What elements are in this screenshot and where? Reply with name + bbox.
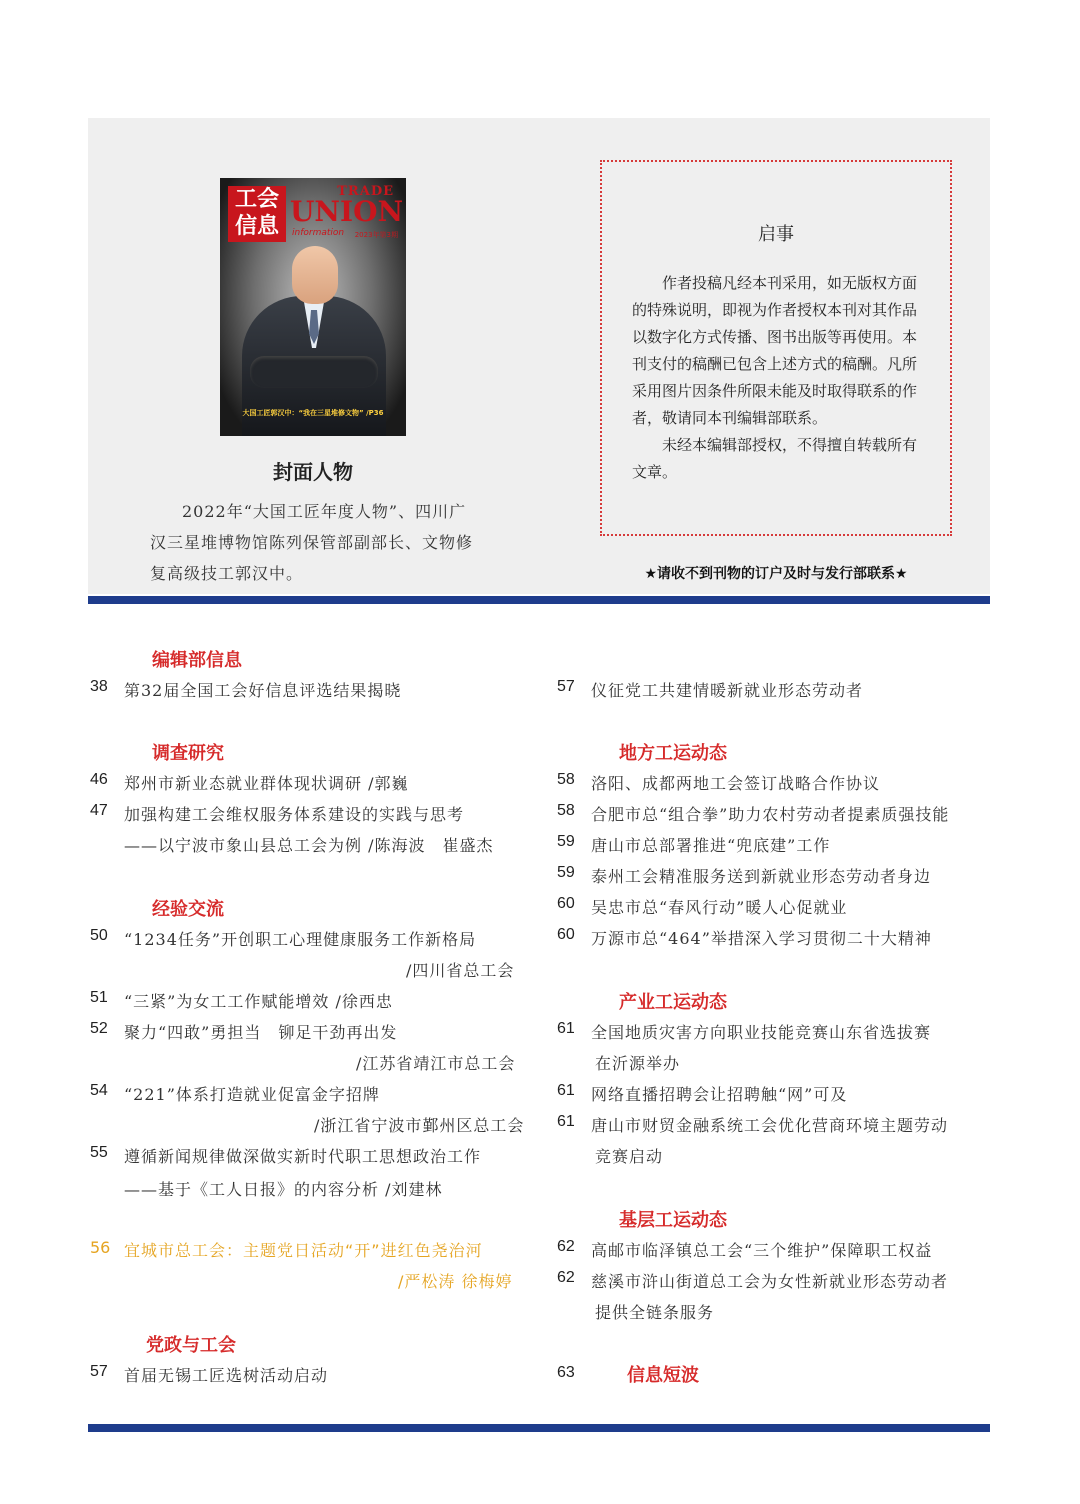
section-title: 基层工运动态 <box>619 1210 727 1231</box>
page-number: 46 <box>90 771 108 788</box>
page-number: 59 <box>557 833 575 850</box>
page-number: 55 <box>90 1144 108 1161</box>
top-divider <box>88 596 990 604</box>
article-title: 吴忠市总“春风行动”暖人心促就业 <box>591 898 848 917</box>
page-number: 58 <box>557 771 575 788</box>
article-title: “221”体系打造就业促富金字招牌 <box>124 1085 380 1104</box>
notice-paragraph-2: 未经本编辑部授权，不得擅自转载所有文章。 <box>632 436 918 481</box>
article-title: 加强构建工会维权服务体系建设的实践与思考 <box>124 805 465 824</box>
cover-person-arms <box>250 356 378 388</box>
page-number: 59 <box>557 864 575 881</box>
section-title: 党政与工会 <box>146 1335 236 1356</box>
article-title: 仪征党工共建情暖新就业形态劳动者 <box>591 681 864 700</box>
section-title[interactable]: 信息短波 <box>627 1365 699 1386</box>
article-title: 万源市总“464”举措深入学习贯彻二十大精神 <box>591 929 932 948</box>
page-number: 61 <box>557 1082 575 1099</box>
page-number: 52 <box>90 1020 108 1037</box>
article-title: 郑州市新业态就业群体现状调研 /郭巍 <box>124 774 409 793</box>
page-number: 58 <box>557 802 575 819</box>
page-number: 61 <box>557 1113 575 1130</box>
notice-title: 启事 <box>758 224 794 245</box>
article-title: “1234任务”开创职工心理健康服务工作新格局 <box>124 930 477 949</box>
page-number: 57 <box>557 678 575 695</box>
page-number: 50 <box>90 927 108 944</box>
article-title: 全国地质灾害方向职业技能竞赛山东省选拔赛 <box>591 1023 932 1042</box>
article-title: “三紧”为女工工作赋能增效 /徐西忠 <box>124 992 393 1011</box>
page-number: 51 <box>90 989 108 1006</box>
article-author: /严松涛 徐梅婷 <box>398 1272 513 1291</box>
section-title: 产业工运动态 <box>619 992 727 1013</box>
page-number: 62 <box>557 1238 575 1255</box>
notice-paragraph-1: 作者投稿凡经本刊采用，如无版权方面的特殊说明，即视为作者授权本刊对其作品以数字化方式传播、图书出版等再使用。本刊支付的稿酬已包含上述方式的稿酬。凡所采用图片因条件所限未能及时取得联系的作者，敬请同本刊编辑部联系。 <box>632 274 918 427</box>
page-number: 63 <box>557 1364 575 1381</box>
article-author: /四川省总工会 <box>406 961 515 980</box>
article-subtitle: 提供全链条服务 <box>595 1303 715 1322</box>
bottom-divider <box>88 1424 990 1432</box>
magazine-logo: 工会 信息 <box>228 186 286 242</box>
page-number: 62 <box>557 1269 575 1286</box>
page-number: 54 <box>90 1082 108 1099</box>
article-subtitle: ——以宁波市象山县总工会为例 /陈海波 崔盛杰 <box>124 836 494 855</box>
article-subtitle: 竞赛启动 <box>595 1147 664 1166</box>
article-author: /江苏省靖江市总工会 <box>356 1054 516 1073</box>
article-title: 遵循新闻规律做深做实新时代职工思想政治工作 <box>124 1147 482 1166</box>
subscription-notice: ★请收不到刊物的订户及时与发行部联系★ <box>644 566 908 582</box>
section-title: 地方工运动态 <box>619 743 727 764</box>
article-title: 合肥市总“组合拳”助力农村劳动者提素质强技能 <box>591 805 950 824</box>
page-number: 57 <box>90 1363 108 1380</box>
brand-mark: TRADE UNION <box>290 184 404 228</box>
article-title: 泰州工会精准服务送到新就业形态劳动者身边 <box>591 867 932 886</box>
article-subtitle: ——基于《工人日报》的内容分析 /刘建林 <box>124 1180 443 1199</box>
article-title: 唐山市财贸金融系统工会优化营商环境主题劳动 <box>591 1116 949 1135</box>
article-title: 第32届全国工会好信息评选结果揭晓 <box>124 681 402 700</box>
article-title: 高邮市临泽镇总工会“三个维护”保障职工权益 <box>591 1241 933 1260</box>
cover-title: 封面人物 <box>273 460 353 484</box>
article-title: 宜城市总工会：主题党日活动“开”进红色尧治河 <box>124 1241 483 1260</box>
cover-person-head <box>292 246 338 304</box>
article-subtitle: 在沂源举办 <box>595 1054 681 1073</box>
brand-sub: information <box>292 228 345 238</box>
page-number: 61 <box>557 1020 575 1037</box>
section-title: 调查研究 <box>152 743 224 764</box>
page-number: 47 <box>90 802 108 819</box>
page-number: 60 <box>557 895 575 912</box>
page-number: 60 <box>557 926 575 943</box>
article-title: 洛阳、成都两地工会签订战略合作协议 <box>591 774 881 793</box>
article-title: 慈溪市浒山街道总工会为女性新就业形态劳动者 <box>591 1272 949 1291</box>
notice-box <box>600 160 952 536</box>
issue-label: 2023年第3期 <box>354 231 398 239</box>
page-number: 56 <box>90 1238 111 1257</box>
article-author: /浙江省宁波市鄞州区总工会 <box>314 1116 525 1135</box>
article-title: 网络直播招聘会让招聘触“网”可及 <box>591 1085 848 1104</box>
cover-caption: 大国工匠郭汉中：“我在三星堆修文物” /P36 <box>242 409 384 417</box>
section-title: 经验交流 <box>152 899 224 920</box>
article-title: 聚力“四敢”勇担当 铆足干劲再出发 <box>124 1023 398 1042</box>
cover-description: 2022年“大国工匠年度人物”、四川广汉三星堆博物馆陈列保管部副部长、文物修复高级技工郭汉中。 <box>150 502 474 583</box>
cover-image <box>220 178 406 436</box>
article-title: 首届无锡工匠选树活动启动 <box>124 1366 329 1385</box>
page-number: 38 <box>90 678 108 695</box>
article-title: 唐山市总部署推进“兜底建”工作 <box>591 836 831 855</box>
section-title: 编辑部信息 <box>152 650 242 671</box>
